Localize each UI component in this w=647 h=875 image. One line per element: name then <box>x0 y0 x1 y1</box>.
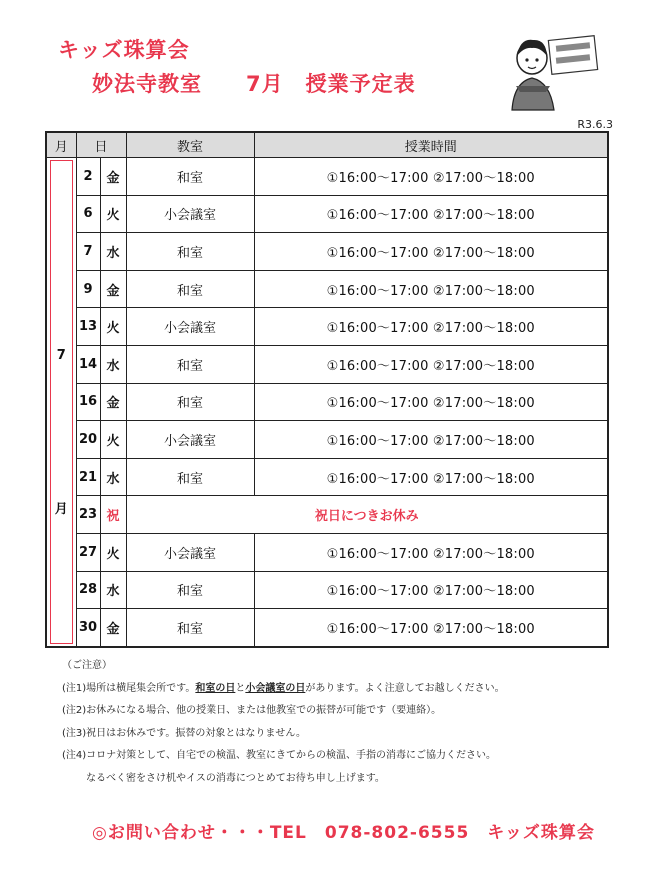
notes-section <box>62 655 505 790</box>
day-number: 28 <box>76 571 100 609</box>
table-row <box>46 383 608 421</box>
class-time: ①16:00〜17:00 ②17:00〜18:00 <box>254 308 608 346</box>
class-time: ①16:00〜17:00 ②17:00〜18:00 <box>254 421 608 459</box>
day-of-week: 水 <box>100 233 126 271</box>
table-row <box>46 270 608 308</box>
table-row <box>46 195 608 233</box>
header-time: 授業時間 <box>254 132 608 158</box>
day-of-week: 金 <box>100 270 126 308</box>
day-of-week: 火 <box>100 308 126 346</box>
notes-heading: （ご注意） <box>62 660 112 671</box>
table-row <box>46 345 608 383</box>
day-of-week: 火 <box>100 195 126 233</box>
month-cell <box>46 158 76 647</box>
student-illustration-icon <box>506 30 602 112</box>
room-name: 和室 <box>126 609 254 647</box>
day-number: 16 <box>76 383 100 421</box>
header-day: 日 <box>76 132 126 158</box>
class-time: ①16:00〜17:00 ②17:00〜18:00 <box>254 609 608 647</box>
day-number: 2 <box>76 158 100 196</box>
table-row <box>46 571 608 609</box>
page-title: 妙法寺教室 7月 授業予定表 <box>92 72 416 96</box>
class-time: ①16:00〜17:00 ②17:00〜18:00 <box>254 195 608 233</box>
note-5: なるべく密をさけ机やイスの消毒につとめてお待ち申し上げます。 <box>86 772 385 784</box>
table-row <box>46 533 608 571</box>
note-1: (注1)場所は横尾集会所です。和室の日と小会議室の日があります。よく注意してお越しください。 <box>62 682 505 694</box>
day-of-week: 金 <box>100 158 126 196</box>
header-month: 月 <box>46 132 76 158</box>
day-number: 20 <box>76 421 100 459</box>
contact-info: ◎お問い合わせ・・・TEL 078-802-6555 キッズ珠算会 <box>92 823 595 843</box>
header-room: 教室 <box>126 132 254 158</box>
class-time: ①16:00〜17:00 ②17:00〜18:00 <box>254 458 608 496</box>
room-name: 小会議室 <box>126 421 254 459</box>
day-number: 30 <box>76 609 100 647</box>
room-name: 和室 <box>126 571 254 609</box>
table-row <box>46 308 608 346</box>
day-of-week: 水 <box>100 571 126 609</box>
day-of-week: 火 <box>100 421 126 459</box>
class-time: ①16:00〜17:00 ②17:00〜18:00 <box>254 233 608 271</box>
month-number: 7 <box>56 348 66 363</box>
day-of-week: 祝 <box>100 496 126 534</box>
day-number: 7 <box>76 233 100 271</box>
room-name: 和室 <box>126 270 254 308</box>
issue-date: R3.6.3 <box>577 118 613 131</box>
note-4: (注4)コロナ対策として、自宅での検温、教室にきてからの検温、手指の消毒にご協力ください。 <box>62 750 496 761</box>
room-name: 小会議室 <box>126 533 254 571</box>
table-row <box>46 609 608 647</box>
note-3: (注3)祝日はお休みです。振替の対象とはなりません。 <box>62 727 306 739</box>
room-name: 和室 <box>126 345 254 383</box>
day-of-week: 水 <box>100 345 126 383</box>
room-name: 小会議室 <box>126 195 254 233</box>
day-number: 23 <box>76 496 100 534</box>
day-of-week: 火 <box>100 533 126 571</box>
day-number: 6 <box>76 195 100 233</box>
room-name: 和室 <box>126 233 254 271</box>
day-number: 9 <box>76 270 100 308</box>
class-time: ①16:00〜17:00 ②17:00〜18:00 <box>254 383 608 421</box>
day-number: 14 <box>76 345 100 383</box>
class-time: ①16:00〜17:00 ②17:00〜18:00 <box>254 345 608 383</box>
table-row-holiday <box>46 496 608 534</box>
room-name: 和室 <box>126 158 254 196</box>
table-row <box>46 421 608 459</box>
room-name: 和室 <box>126 383 254 421</box>
day-number: 27 <box>76 533 100 571</box>
holiday-notice: 祝日につきお休み <box>126 496 608 534</box>
schedule-table <box>45 131 609 648</box>
school-name: キッズ珠算会 <box>58 38 190 62</box>
day-of-week: 金 <box>100 609 126 647</box>
class-time: ①16:00〜17:00 ②17:00〜18:00 <box>254 270 608 308</box>
day-of-week: 金 <box>100 383 126 421</box>
day-number: 21 <box>76 458 100 496</box>
month-unit: 月 <box>54 502 68 517</box>
table-row <box>46 158 608 196</box>
room-name: 和室 <box>126 458 254 496</box>
class-time: ①16:00〜17:00 ②17:00〜18:00 <box>254 533 608 571</box>
note-2: (注2)お休みになる場合、他の授業日、または他教室での振替が可能です（要連絡）。 <box>62 705 442 716</box>
day-of-week: 水 <box>100 458 126 496</box>
room-name: 小会議室 <box>126 308 254 346</box>
table-row <box>46 458 608 496</box>
day-number: 13 <box>76 308 100 346</box>
table-row <box>46 233 608 271</box>
class-time: ①16:00〜17:00 ②17:00〜18:00 <box>254 571 608 609</box>
table-header-row <box>46 132 608 158</box>
class-time: ①16:00〜17:00 ②17:00〜18:00 <box>254 158 608 196</box>
